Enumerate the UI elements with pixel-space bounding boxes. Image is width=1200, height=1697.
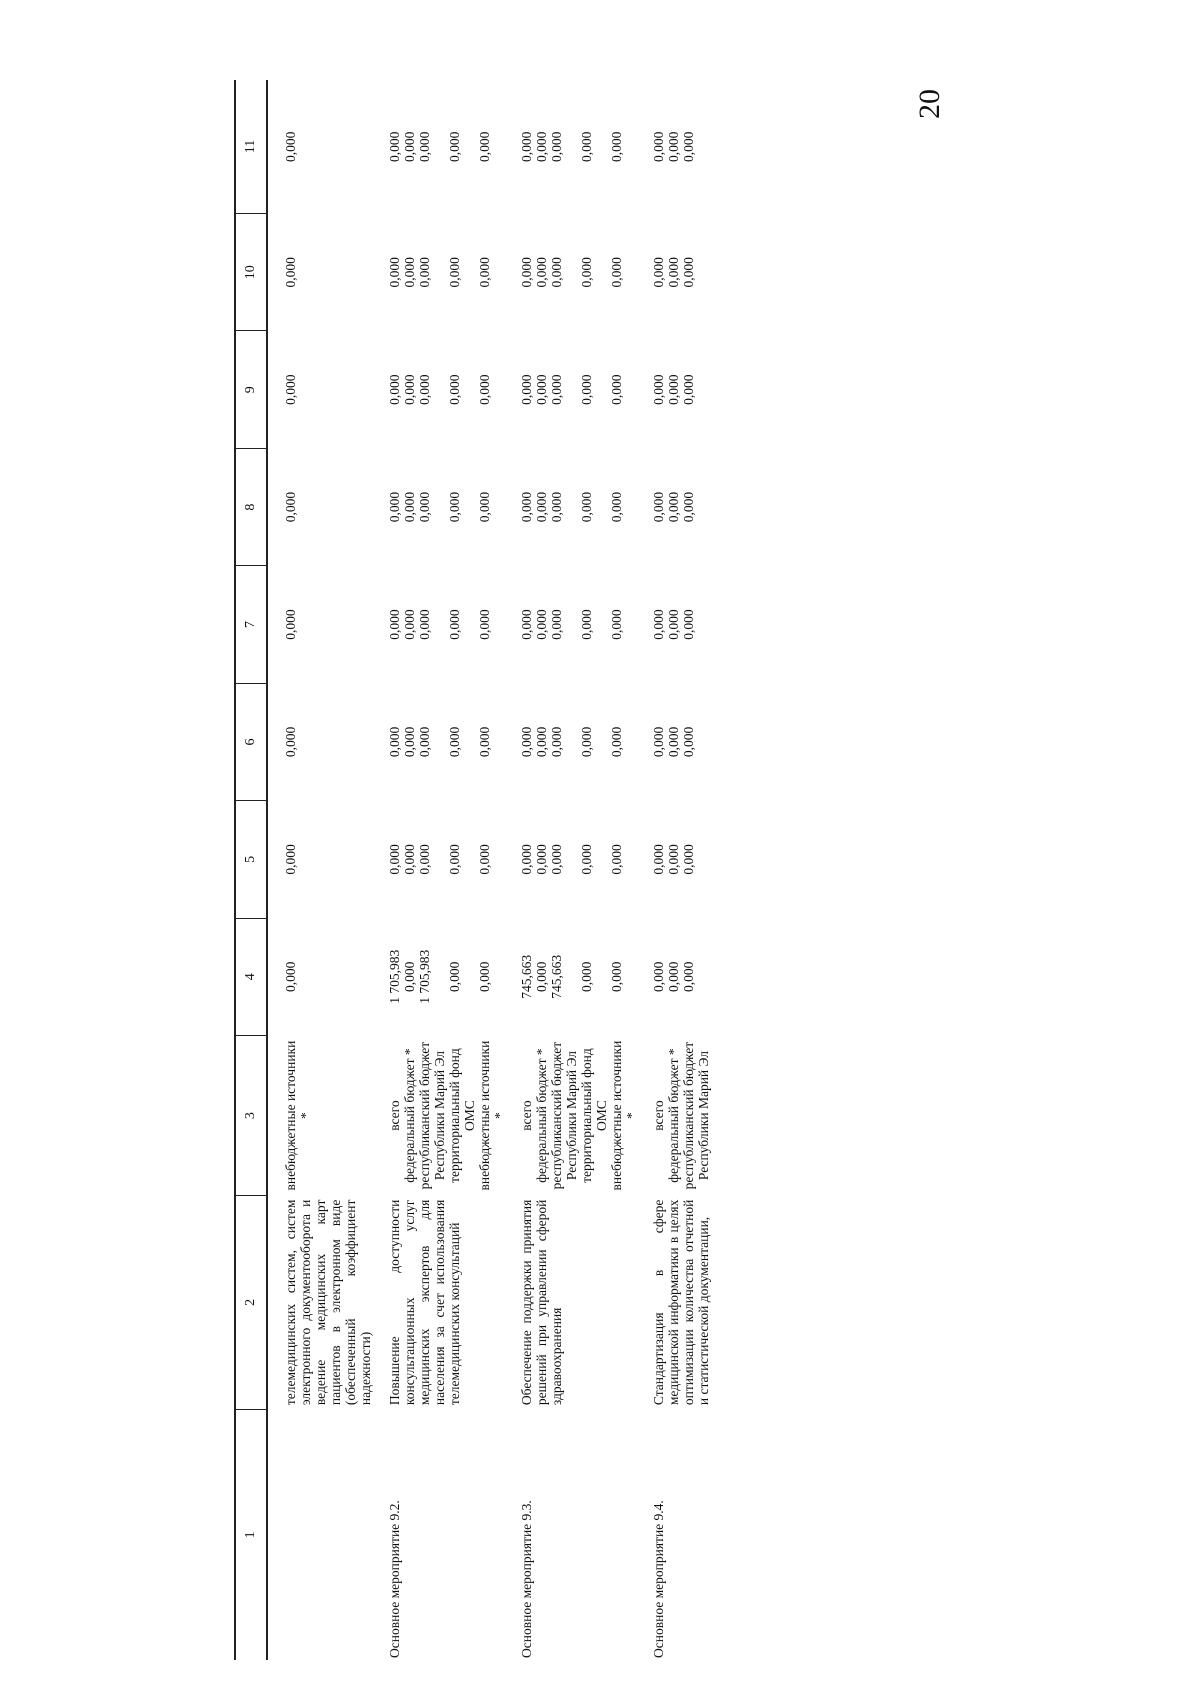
funding-source: республиканский бюджет Республики Марий Эл — [549, 1041, 579, 1190]
value-cell: 0,000 — [477, 844, 492, 875]
header-cell: 11 — [235, 80, 267, 214]
value-cell: 0,000 — [283, 844, 298, 875]
funding-source: республиканский бюджет Республики Марий Эл — [681, 1041, 711, 1190]
value-cell: 0,000 — [417, 844, 432, 875]
value-cell: 745,663 — [519, 954, 534, 999]
funding-source: федеральный бюджет * — [402, 1048, 417, 1183]
table-row — [283, 80, 373, 1660]
value-cell: 0,000 — [387, 374, 402, 405]
funding-source: внебюджетные источники * — [609, 1040, 639, 1191]
value-cell: 0,000 — [651, 844, 666, 875]
value-cell: 1 705,983 — [387, 949, 402, 1004]
value-cell: 0,000 — [402, 844, 417, 875]
value-cell: 0,000 — [402, 961, 417, 992]
value-cell: 0,000 — [387, 491, 402, 523]
event-description: Обеспечение поддержки принятия решений при управлении сферой здравоохранения — [519, 1199, 564, 1406]
value-cell: 0,000 — [549, 726, 564, 758]
funding-source: федеральный бюджет * — [534, 1048, 549, 1183]
value-cell: 0,000 — [417, 491, 432, 523]
page-number: 20 — [913, 89, 946, 119]
event-description: телемедицинских систем, систем электронного документооборота и ведение медицинских карт пациентов в электронном виде (обеспеченный коэффициент надежности) — [283, 1199, 373, 1406]
table-row — [519, 80, 534, 1660]
value-cell: 0,000 — [534, 961, 549, 992]
value-cell: 0,000 — [666, 609, 681, 640]
funding-source: всего — [519, 1100, 534, 1131]
value-cell: 0,000 — [402, 257, 417, 288]
value-cell: 0,000 — [579, 131, 594, 162]
value-cell: 0,000 — [549, 609, 564, 640]
value-cell: 0,000 — [477, 726, 492, 758]
value-cell: 0,000 — [666, 257, 681, 288]
funding-table — [234, 80, 711, 1660]
value-cell: 0,000 — [651, 131, 666, 162]
value-cell: 0,000 — [549, 374, 564, 405]
value-cell: 0,000 — [283, 609, 298, 640]
value-cell: 0,000 — [666, 491, 681, 523]
value-cell: 0,000 — [651, 609, 666, 640]
value-cell: 0,000 — [651, 491, 666, 523]
value-cell: 0,000 — [609, 726, 624, 758]
value-cell: 0,000 — [609, 961, 624, 992]
value-cell: 0,000 — [651, 257, 666, 288]
value-cell: 0,000 — [519, 131, 534, 162]
value-cell: 0,000 — [283, 961, 298, 992]
value-cell: 0,000 — [534, 491, 549, 523]
value-cell: 0,000 — [681, 609, 696, 640]
event-label-cell — [283, 1409, 373, 1660]
value-cell: 0,000 — [283, 491, 298, 523]
value-cell: 0,000 — [609, 131, 624, 162]
value-cell: 0,000 — [402, 131, 417, 162]
funding-source: территориальный фонд ОМС — [579, 1048, 609, 1183]
value-cell: 0,000 — [681, 844, 696, 875]
event-label: Основное мероприятие 9.4. — [651, 1500, 666, 1658]
value-cell: 0,000 — [549, 844, 564, 875]
funding-source: всего — [651, 1100, 666, 1131]
value-cell: 0,000 — [477, 609, 492, 640]
value-cell: 0,000 — [519, 491, 534, 523]
value-cell: 0,000 — [666, 726, 681, 758]
value-cell: 0,000 — [534, 844, 549, 875]
value-cell: 0,000 — [417, 257, 432, 288]
value-cell: 0,000 — [534, 374, 549, 405]
value-cell: 0,000 — [402, 609, 417, 640]
value-cell: 1 705,983 — [417, 949, 432, 1004]
header-cell: 4 — [235, 918, 267, 1035]
value-cell: 0,000 — [666, 961, 681, 992]
value-cell: 0,000 — [519, 609, 534, 640]
value-cell: 0,000 — [651, 374, 666, 405]
value-cell: 0,000 — [417, 726, 432, 758]
value-cell: 0,000 — [283, 726, 298, 758]
event-description: Стандартизация в сфере медицинской информатики в целях оптимизации количества отчетной и статистической документации, — [651, 1199, 711, 1406]
header-cell: 5 — [235, 801, 267, 918]
value-cell: 0,000 — [417, 374, 432, 405]
value-cell: 0,000 — [477, 374, 492, 405]
value-cell: 0,000 — [387, 726, 402, 758]
value-cell: 0,000 — [402, 726, 417, 758]
value-cell: 0,000 — [666, 374, 681, 405]
value-cell: 0,000 — [651, 961, 666, 992]
value-cell: 0,000 — [609, 844, 624, 875]
value-cell: 0,000 — [534, 609, 549, 640]
value-cell: 0,000 — [387, 257, 402, 288]
value-cell: 0,000 — [447, 961, 462, 992]
value-cell: 0,000 — [417, 131, 432, 162]
value-cell: 0,000 — [519, 257, 534, 288]
value-cell: 0,000 — [681, 726, 696, 758]
value-cell: 0,000 — [681, 491, 696, 523]
value-cell: 0,000 — [534, 131, 549, 162]
header-cell: 9 — [235, 331, 267, 448]
value-cell: 0,000 — [519, 726, 534, 758]
funding-source: внебюджетные источники * — [283, 1040, 313, 1191]
value-cell: 0,000 — [609, 491, 624, 523]
header-cell: 8 — [235, 448, 267, 565]
header-cell: 10 — [235, 214, 267, 331]
value-cell: 0,000 — [666, 844, 681, 875]
value-cell: 0,000 — [579, 609, 594, 640]
value-cell: 0,000 — [549, 491, 564, 523]
funding-source: внебюджетные источники * — [477, 1040, 507, 1191]
header-cell: 7 — [235, 566, 267, 683]
funding-table-rotated — [234, 80, 1054, 1660]
value-cell: 0,000 — [283, 257, 298, 288]
value-cell: 0,000 — [681, 257, 696, 288]
value-cell: 0,000 — [609, 374, 624, 405]
value-cell: 0,000 — [477, 961, 492, 992]
value-cell: 0,000 — [447, 726, 462, 758]
value-cell: 0,000 — [579, 374, 594, 405]
value-cell: 0,000 — [681, 961, 696, 992]
value-cell: 745,663 — [549, 954, 564, 999]
value-cell: 0,000 — [447, 257, 462, 288]
event-label: Основное мероприятие 9.2. — [387, 1500, 402, 1658]
value-cell: 0,000 — [579, 491, 594, 523]
value-cell: 0,000 — [283, 374, 298, 405]
event-description: Повышение доступности консультационных услуг медицинских экспертов для населения за счет использования телемедицинских консультаций — [387, 1199, 462, 1406]
value-cell: 0,000 — [579, 844, 594, 875]
funding-source: всего — [387, 1100, 402, 1131]
header-cell: 1 — [235, 1409, 267, 1660]
value-cell: 0,000 — [477, 257, 492, 288]
value-cell: 0,000 — [477, 491, 492, 523]
funding-source: федеральный бюджет * — [666, 1048, 681, 1183]
value-cell: 0,000 — [447, 609, 462, 640]
value-cell: 0,000 — [283, 131, 298, 162]
value-cell: 0,000 — [402, 374, 417, 405]
value-cell: 0,000 — [609, 609, 624, 640]
header-cell: 2 — [235, 1196, 267, 1410]
value-cell: 0,000 — [387, 844, 402, 875]
value-cell: 0,000 — [681, 374, 696, 405]
value-cell: 0,000 — [447, 131, 462, 162]
value-cell: 0,000 — [447, 491, 462, 523]
event-label: Основное мероприятие 9.3. — [519, 1500, 534, 1658]
funding-source: территориальный фонд ОМС — [447, 1048, 477, 1183]
table-row — [387, 80, 402, 1660]
value-cell: 0,000 — [519, 374, 534, 405]
value-cell: 0,000 — [387, 609, 402, 640]
value-cell: 0,000 — [549, 131, 564, 162]
header-row — [235, 80, 267, 1660]
value-cell: 0,000 — [534, 726, 549, 758]
value-cell: 0,000 — [519, 844, 534, 875]
value-cell: 0,000 — [609, 257, 624, 288]
table-row — [651, 80, 666, 1660]
value-cell: 0,000 — [651, 726, 666, 758]
value-cell: 0,000 — [402, 491, 417, 523]
value-cell: 0,000 — [477, 131, 492, 162]
value-cell: 0,000 — [579, 726, 594, 758]
header-cell: 3 — [235, 1036, 267, 1196]
value-cell: 0,000 — [549, 257, 564, 288]
value-cell: 0,000 — [579, 257, 594, 288]
value-cell: 0,000 — [681, 131, 696, 162]
value-cell: 0,000 — [417, 609, 432, 640]
value-cell: 0,000 — [387, 131, 402, 162]
value-cell: 0,000 — [534, 257, 549, 288]
value-cell: 0,000 — [579, 961, 594, 992]
funding-source: республиканский бюджет Республики Марий Эл — [417, 1041, 447, 1190]
value-cell: 0,000 — [666, 131, 681, 162]
header-cell: 6 — [235, 683, 267, 800]
value-cell: 0,000 — [447, 374, 462, 405]
value-cell: 0,000 — [447, 844, 462, 875]
